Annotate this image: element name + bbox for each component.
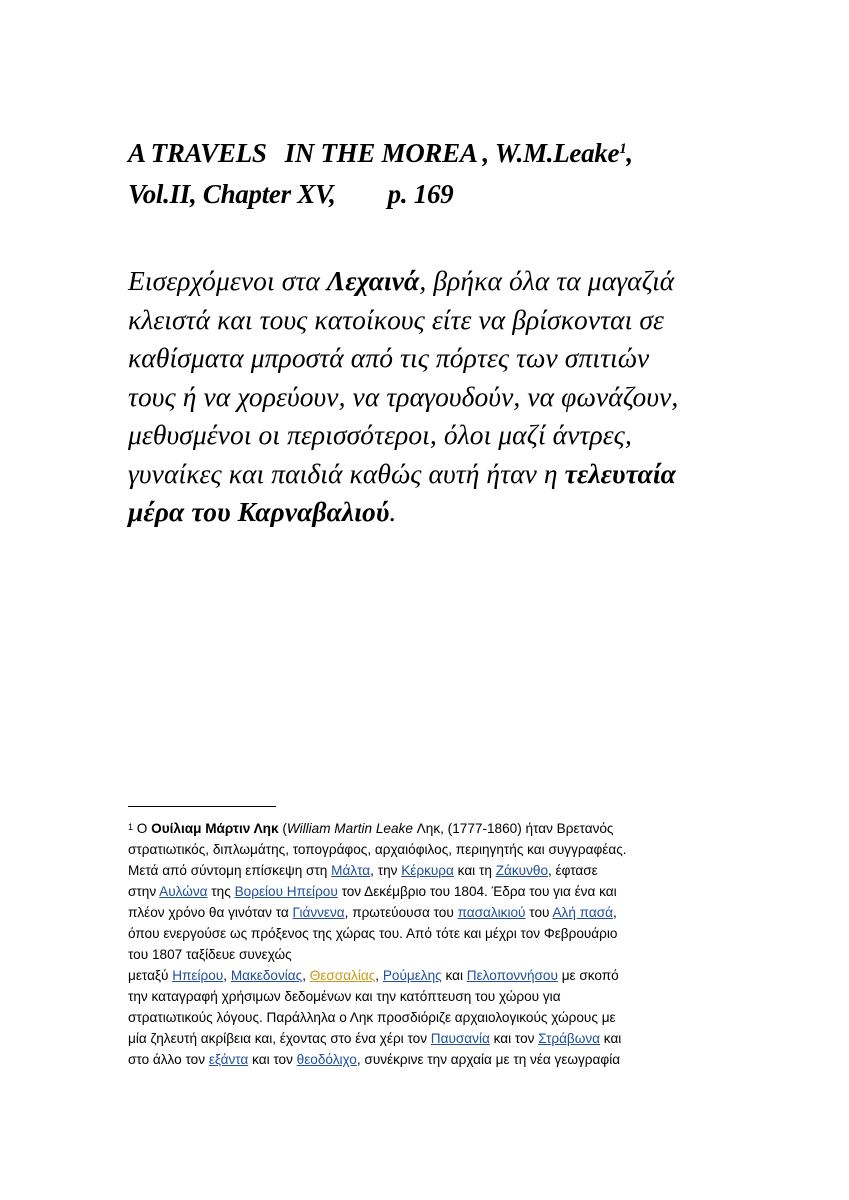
link-pausania[interactable]: Παυσανία [430,1031,490,1046]
footnote-line [128,860,728,881]
emphasis-last: τελευταία [564,457,676,489]
footnote-text: , συνέκρινε την αρχαία με τη νέα γεωγραφία [356,1052,621,1067]
quote-line-4: τους ή να χορεύουν, να τραγουδούν, να φωνάζουν, [128,380,679,412]
link-giannena[interactable]: Γιάννενα [292,905,345,920]
emphasis-carnival-day: μέρα του Καρναβαλιού [128,496,390,527]
footnote-text: της [207,884,235,899]
heading-title-b: IN THE MOREA , W.M.Leake [284,138,620,168]
quote-text: , βρήκα όλα τα μαγαζιά [419,265,675,296]
footnote-text: Ληκ, (1777-1860) ήταν Βρετανός [412,821,614,836]
quote-line-3: καθίσματα μπροστά από τις πόρτες των σπιτιών [128,342,650,373]
footnote-line: του 1807 ταξίδευε συνεχώς [128,947,292,962]
footnote-line [128,818,728,839]
quote-paragraph [128,262,728,532]
link-roumelis[interactable]: Ρούμελης [382,968,442,983]
heading-title-a: A TRAVELS [128,138,267,168]
quote-line-6 [128,455,728,494]
quote-line-5: μεθυσμένοι οι περισσότεροι, όλοι μαζί άντρες, [128,419,632,450]
footnote-text: Ο [133,821,152,836]
footnote-line: την καταγραφή χρήσιμων δεδομένων και την κατόπτευση του χώρου για [128,989,561,1004]
heading-line-1 [128,133,768,174]
footnote-text: , [302,968,310,983]
link-zakynthos[interactable]: Ζάκυνθο [495,863,548,878]
link-theodolicho[interactable]: θεοδόλιχο [296,1052,357,1067]
link-exanta[interactable]: εξάντα [208,1052,249,1067]
quote-text: γυναίκες και παιδιά καθώς αυτή ήταν η [128,457,565,489]
footnote-line: στρατιωτικούς λόγους. Παράλληλα ο Ληκ προσδιόριζε αρχαιολογικούς χώρους με [128,1010,616,1025]
footnote-reference[interactable]: 1 [619,141,627,157]
quote-line-7 [128,493,728,532]
link-voreios-ipeiros[interactable]: Βορείου Ηπείρου [234,884,338,899]
footnote-text: και τη [453,863,496,878]
footnote-separator [128,806,276,807]
footnote-line [128,881,728,902]
heading-comma: , [626,138,633,168]
link-thessalias[interactable]: Θεσσαλίας [309,968,376,983]
footnote-text: , έφτασε [548,863,598,878]
person-name-greek: Ουίλιαμ Μάρτιν Ληκ [151,821,279,836]
link-pasaliki[interactable]: πασαλικιού [457,905,526,920]
footnote [128,818,728,1070]
quote-text: Εισερχόμενοι στα [128,265,327,296]
heading-page: p. 169 [387,179,454,209]
footnote-text: με σκοπό [557,968,619,983]
footnote-text: μεταξύ [128,968,173,983]
footnote-text: και [600,1031,622,1046]
footnote-text: , [375,968,383,983]
footnote-text: , πρωτεύουσα του [344,905,458,920]
place-name-lechaina: Λεχαινά [326,265,420,296]
footnote-text: στην [128,884,160,899]
heading-line-2 [128,174,768,215]
document-heading [128,133,768,215]
footnote-line [128,1049,728,1070]
footnote-line [128,902,728,923]
footnote-text: , την [370,863,402,878]
footnote-line: στρατιωτικός, διπλωμάτης, τοπογράφος, αρχαιόφιλος, περιηγητής και συγγραφέας. [128,842,627,857]
quote-line-1 [128,262,728,301]
link-makedonias[interactable]: Μακεδονίας [230,968,303,983]
footnote-text: και τον [489,1031,539,1046]
footnote-text: Μετά από σύντομη επίσκεψη στη [128,863,332,878]
footnote-text: τον Δεκέμβριο του 1804. Έδρα του για ένα και [337,884,617,899]
link-peloponnisou[interactable]: Πελοποννήσου [466,968,558,983]
footnote-text: και [441,968,467,983]
footnote-text: , [612,905,617,920]
footnote-text: στο άλλο τον [128,1052,209,1067]
quote-line-2: κλειστά και τους κατοίκους είτε να βρίσκονται σε [128,303,664,335]
footnote-text: του [525,905,553,920]
heading-volume-chapter: Vol.II, Chapter XV, [128,179,336,209]
link-kerkyra[interactable]: Κέρκυρα [401,863,454,878]
link-ipeirou[interactable]: Ηπείρου [172,968,224,983]
footnote-line [128,1028,728,1049]
person-name-latin: William Martin Leake [286,821,413,836]
footnote-line: όπου ενεργούσε ως πρόξενος της χώρας του. Από τότε και μέχρι τον Φεβρουάριο [128,926,618,941]
footnote-text: και τον [248,1052,297,1067]
link-ali-pasa[interactable]: Αλή πασά [552,905,613,920]
link-avlona[interactable]: Αυλώνα [159,884,208,899]
footnote-text: ( [278,821,287,836]
link-stravona[interactable]: Στράβωνα [538,1031,601,1046]
footnote-text: πλέον χρόνο θα γινόταν τα [128,905,293,920]
footnote-line [128,965,728,986]
quote-text: . [389,496,397,527]
footnote-text: , [223,968,231,983]
link-malta[interactable]: Μάλτα [331,863,371,878]
footnote-number: 1 [128,822,134,832]
footnote-text: μία ζηλευτή ακρίβεια και, έχοντας στο ένα χέρι τον [128,1031,431,1046]
